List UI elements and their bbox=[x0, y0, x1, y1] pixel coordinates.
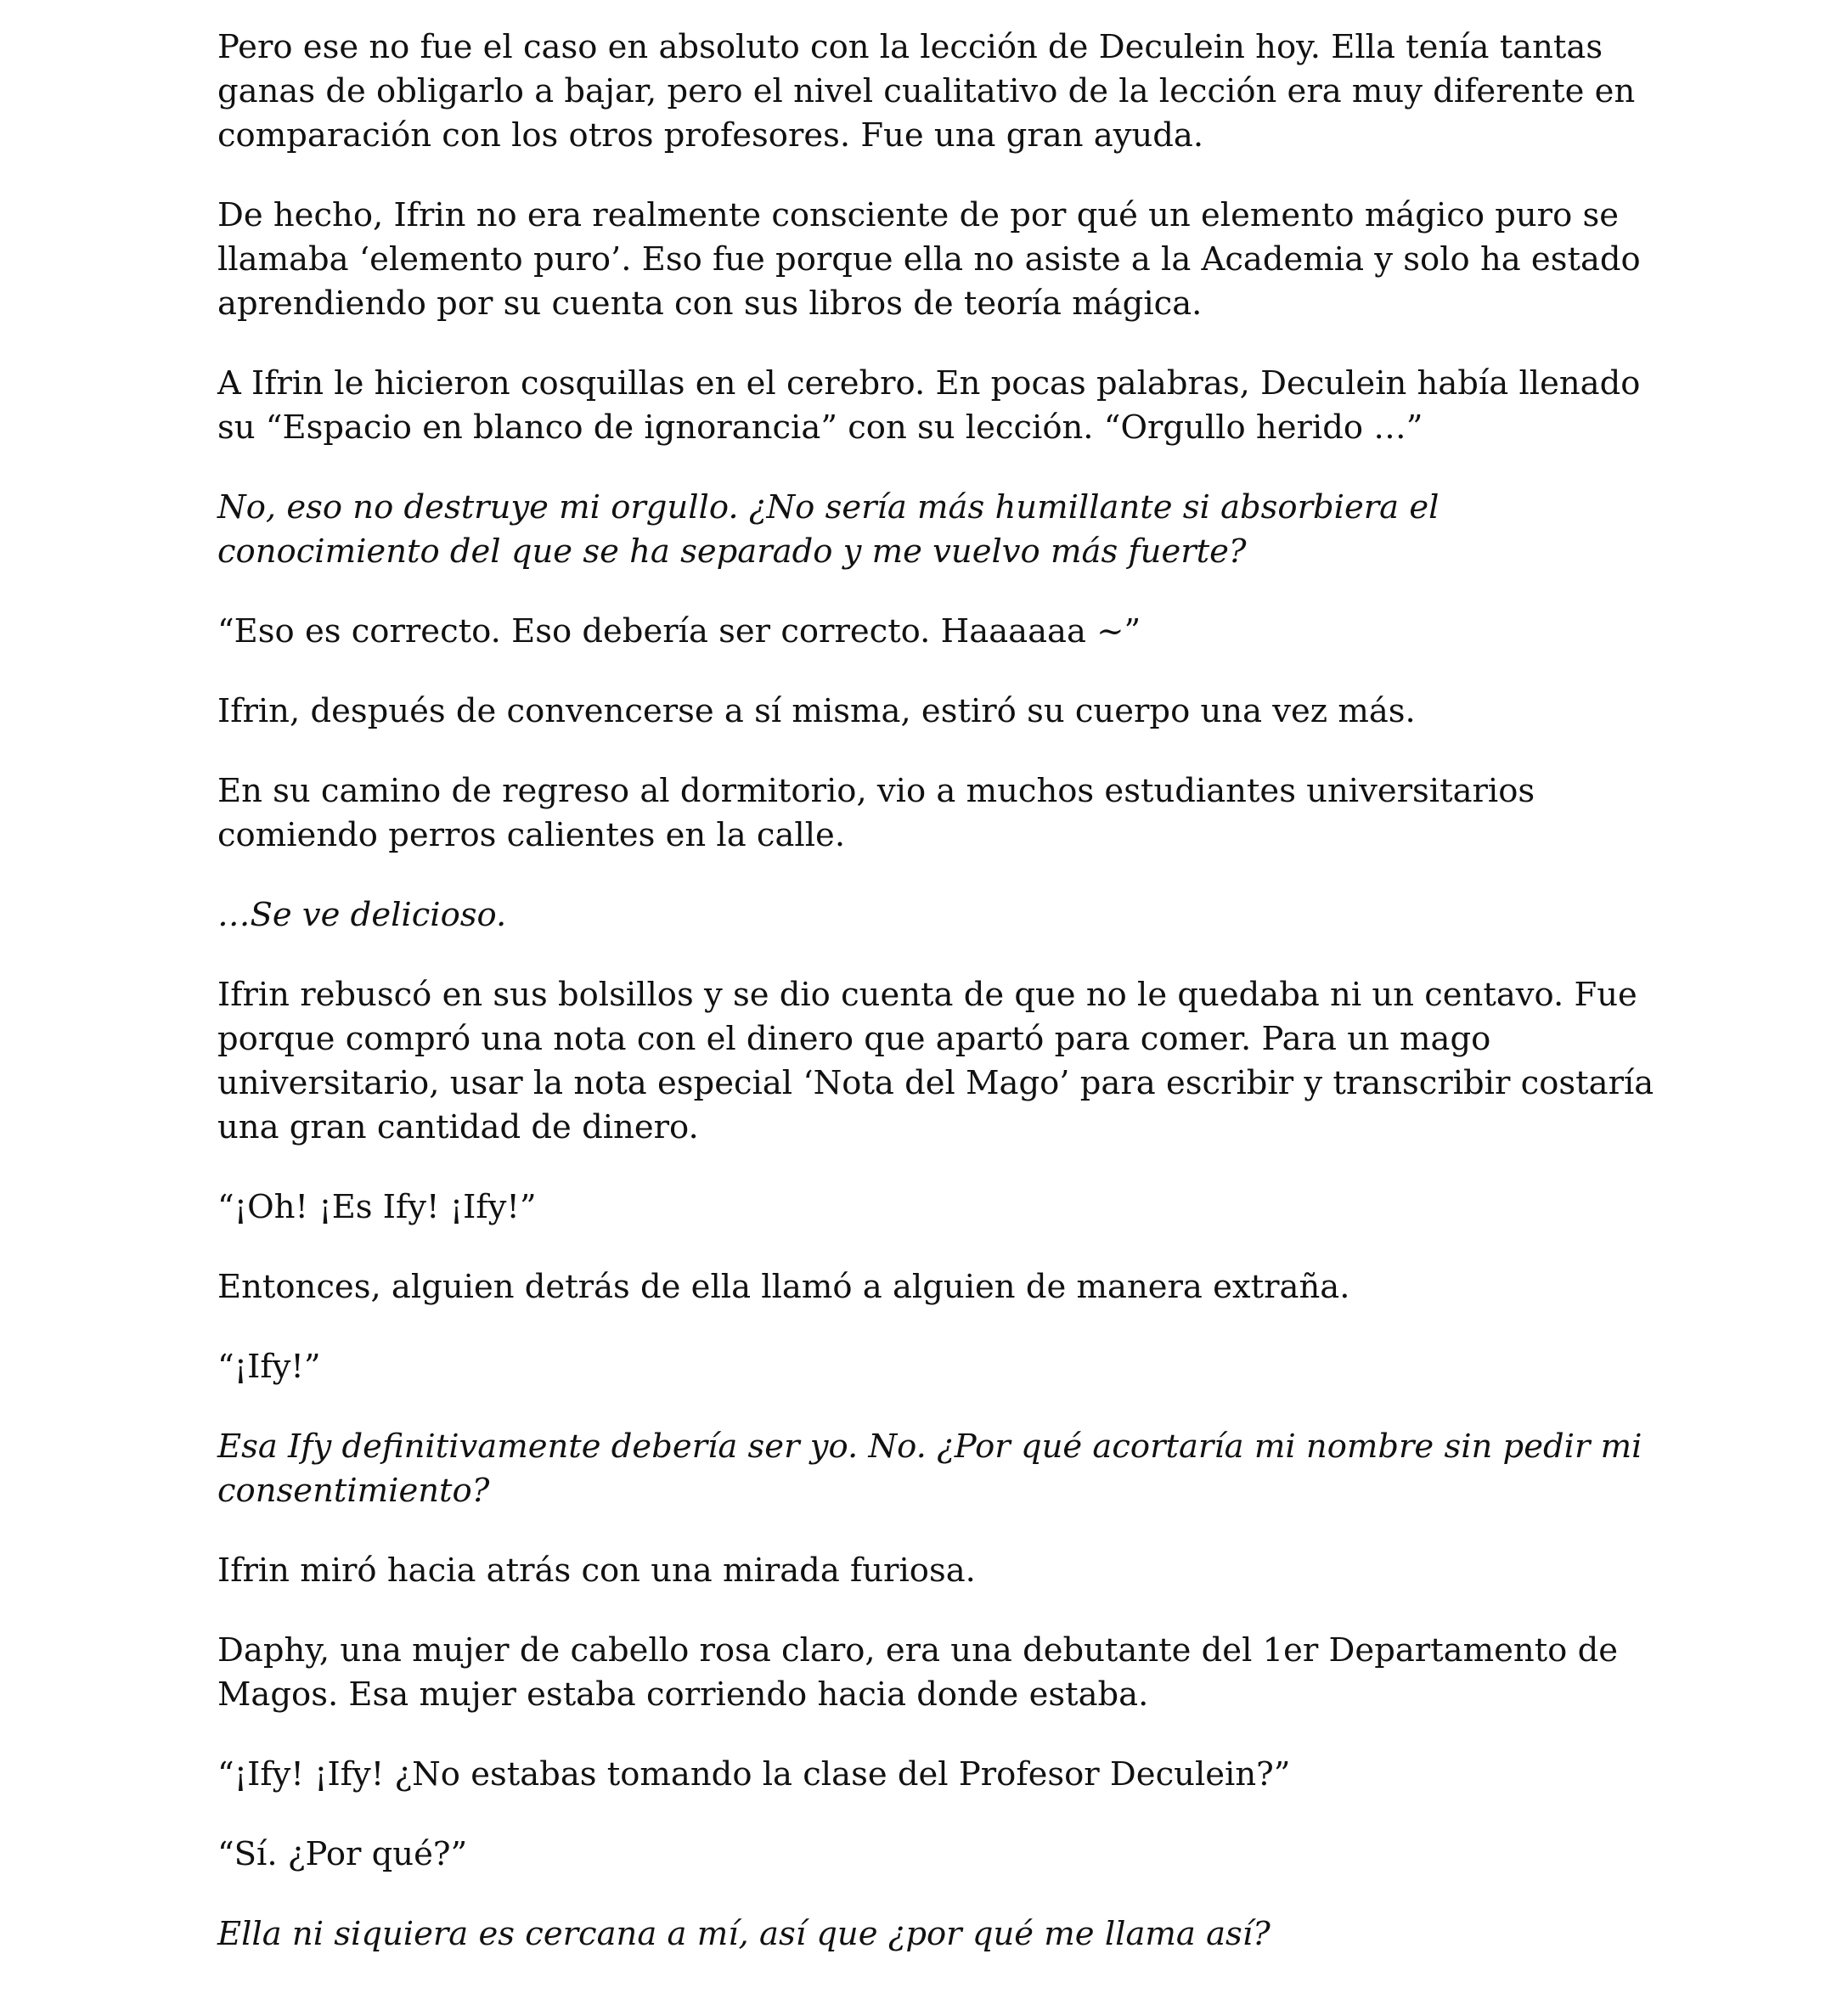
paragraph-3: A Ifrin le hicieron cosquillas en el cerebro. En pocas palabras, Deculein había llenado su “Espacio en blanco de ignorancia” con su lección. “Orgullo herido …” bbox=[217, 364, 1641, 447]
paragraph-16-dialogue: “¡Ify! ¡Ify! ¿No estabas tomando la clase del Profesor Deculein?” bbox=[217, 1755, 1291, 1793]
paragraph-17-dialogue: “Sí. ¿Por qué?” bbox=[217, 1835, 468, 1873]
paragraph-5-dialogue: “Eso es correcto. Eso debería ser correcto. Haaaaaa ~” bbox=[217, 612, 1141, 650]
paragraph-1: Pero ese no fue el caso en absoluto con la lección de Deculein hoy. Ella tenía tantas ganas de obligarlo a bajar, pero el nivel cualitativo de la lección era muy diferente en comparación con los otros profesores. Fue una gran ayuda. bbox=[217, 28, 1636, 155]
document-page bbox=[217, 25, 1661, 1992]
paragraph-11: Entonces, alguien detrás de ella llamó a alguien de manera extraña. bbox=[217, 1268, 1350, 1306]
paragraph-8-thought: …Se ve delicioso. bbox=[217, 896, 507, 934]
paragraph-12-dialogue: “¡Ify!” bbox=[217, 1348, 321, 1386]
paragraph-10-dialogue: “¡Oh! ¡Es Ify! ¡Ify!” bbox=[217, 1188, 537, 1226]
paragraph-15: Daphy, una mujer de cabello rosa claro, era una debutante del 1er Departamento de Magos. Esa mujer estaba corriendo hacia donde estaba. bbox=[217, 1631, 1619, 1714]
paragraph-9: Ifrin rebuscó en sus bolsillos y se dio cuenta de que no le quedaba ni un centavo. Fue porque compró una nota con el dinero que apartó para comer. Para un mago universitario, usar la nota especial ‘Nota del Mago’ para escribir y transcribir costaría una gran cantidad de dinero. bbox=[217, 976, 1654, 1146]
paragraph-7: En su camino de regreso al dormitorio, vio a muchos estudiantes universitarios comiendo perros calientes en la calle. bbox=[217, 772, 1535, 854]
paragraph-18-thought: Ella ni siquiera es cercana a mí, así que ¿por qué me llama así? bbox=[217, 1915, 1270, 1953]
paragraph-2: De hecho, Ifrin no era realmente consciente de por qué un elemento mágico puro se llamaba ‘elemento puro’. Eso fue porque ella no asiste a la Academia y solo ha estado aprendiendo por su cuenta con sus libros de teoría mágica. bbox=[217, 196, 1641, 323]
paragraph-14: Ifrin miró hacia atrás con una mirada furiosa. bbox=[217, 1551, 976, 1590]
paragraph-4-thought: No, eso no destruye mi orgullo. ¿No sería más humillante si absorbiera el conocimiento del que se ha separado y me vuelvo más fuerte? bbox=[217, 488, 1440, 571]
paragraph-13-thought: Esa Ify definitivamente debería ser yo. No. ¿Por qué acortaría mi nombre sin pedir mi consentimiento? bbox=[217, 1427, 1642, 1510]
paragraph-6: Ifrin, después de convencerse a sí misma, estiró su cuerpo una vez más. bbox=[217, 692, 1416, 730]
